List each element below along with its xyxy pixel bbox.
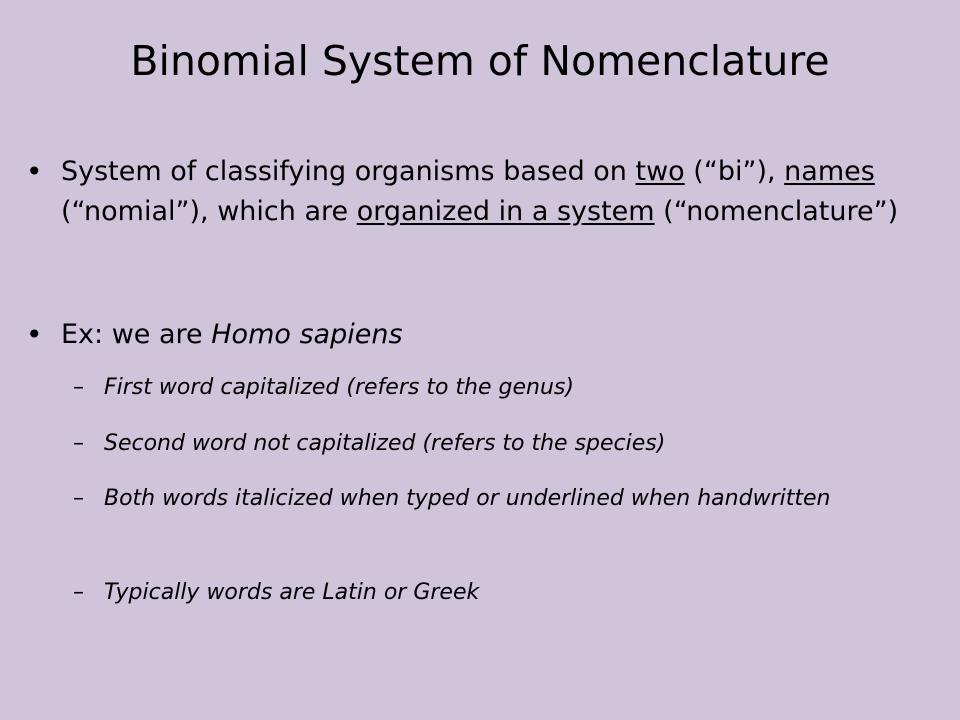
sub-item-text: Second word not capitalized (refers to the species) xyxy=(104,431,666,456)
dash-marker: – xyxy=(73,580,84,605)
sub-item-text: Both words italicized when typed or underlined when handwritten xyxy=(104,486,831,511)
bullet-text-segment: (“bi”), xyxy=(684,156,785,187)
bullet-text xyxy=(61,315,936,355)
bullet-marker: • xyxy=(26,318,43,351)
dash-marker: – xyxy=(73,431,84,456)
bullet-marker: • xyxy=(26,155,43,188)
underlined-term-two: two xyxy=(635,156,685,187)
underlined-term-organized: organized in a system xyxy=(356,196,655,227)
bullet-text-segment: (“nomial”), which are xyxy=(61,196,357,227)
bullet-text-segment: Ex: we are xyxy=(61,319,212,350)
bullet-text-segment: System of classifying organisms based on xyxy=(61,156,636,187)
sub-item-text: First word capitalized (refers to the genus) xyxy=(104,375,574,400)
slide-title: Binomial System of Nomenclature xyxy=(130,37,830,85)
dash-marker: – xyxy=(73,486,84,511)
dash-marker: – xyxy=(73,375,84,400)
underlined-term-names: names xyxy=(784,156,875,187)
italic-species-name: Homo sapiens xyxy=(211,319,403,350)
sub-item-text: Typically words are Latin or Greek xyxy=(104,580,480,605)
bullet-text-segment: (“nomenclature”) xyxy=(654,196,899,227)
bullet-text xyxy=(61,152,936,232)
